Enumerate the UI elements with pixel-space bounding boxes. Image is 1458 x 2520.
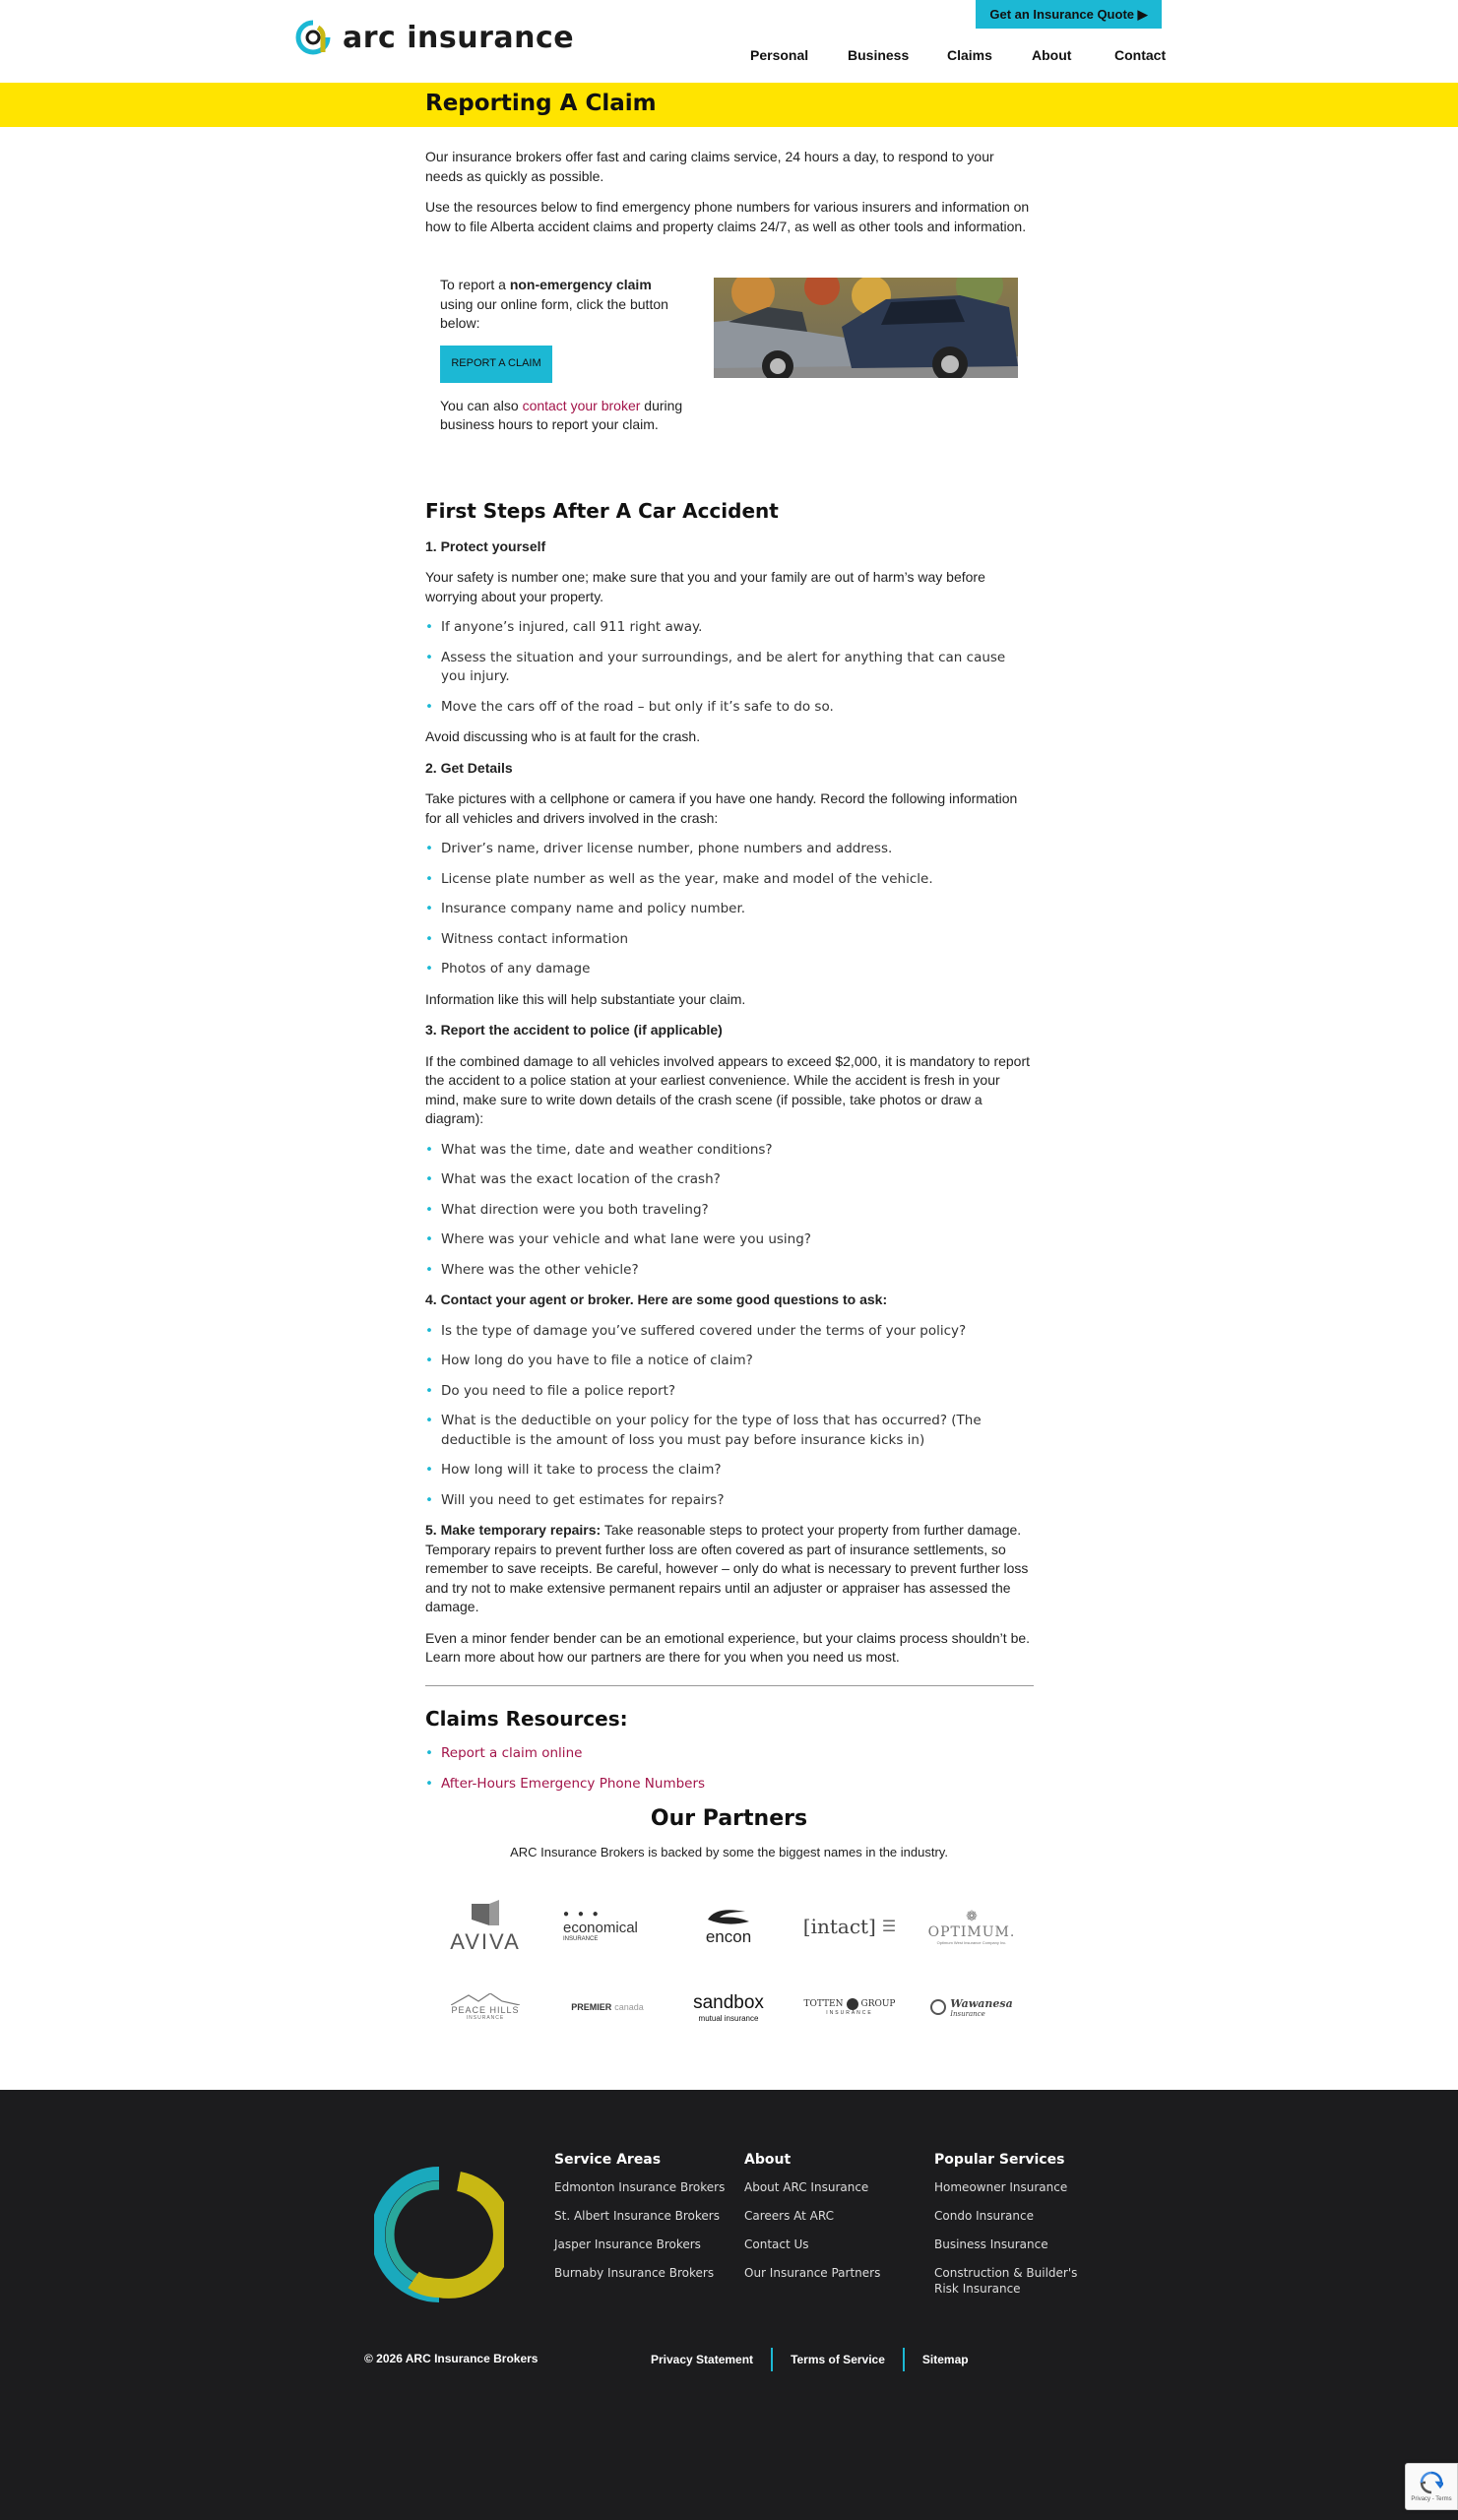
intro-paragraph-1: Our insurance brokers offer fast and caring claims service, 24 hours a day, to respond to your needs as quickly as possible. bbox=[425, 149, 994, 184]
step-2-title: 2. Get Details bbox=[425, 759, 513, 776]
footer-link[interactable]: Construction & Builder's Risk Insurance bbox=[934, 2266, 1078, 2296]
step-5-paragraph bbox=[425, 1521, 1034, 1617]
step-3-title: 3. Report the accident to police (if applicable) bbox=[425, 1022, 723, 1038]
nav-personal[interactable]: Personal bbox=[750, 47, 809, 63]
resources-list bbox=[425, 1744, 1034, 1794]
list-item: • Insurance company name and policy number. bbox=[425, 900, 1034, 919]
list-item: • Do you need to file a police report? bbox=[425, 1382, 1034, 1402]
step-2-text: Take pictures with a cellphone or camera if you have one handy. Record the following information for all vehicles and drivers involved in the crash: bbox=[425, 790, 1018, 826]
claims-resources-heading: Claims Resources: bbox=[425, 1706, 628, 1731]
intact-logo: [intact] ☰ bbox=[802, 1915, 897, 1938]
footer-link[interactable]: St. Albert Insurance Brokers bbox=[554, 2209, 720, 2223]
list-item: • Witness contact information bbox=[425, 930, 1034, 950]
step-4-list bbox=[425, 1322, 1034, 1511]
nav-claims[interactable]: Claims bbox=[947, 47, 992, 63]
report-claim-button[interactable]: REPORT A CLAIM bbox=[440, 346, 552, 383]
nav-contact[interactable]: Contact bbox=[1114, 47, 1167, 63]
footer-popular-services bbox=[934, 2152, 1102, 2309]
list-item: • What was the time, date and weather conditions? bbox=[425, 1141, 1034, 1161]
sandbox-logo: sandbox mutual insurance bbox=[693, 1991, 764, 2023]
partners-section bbox=[0, 1806, 1458, 1859]
step-5-title: 5. Make temporary repairs: bbox=[425, 1522, 602, 1538]
list-item: • Will you need to get estimates for repairs? bbox=[425, 1491, 1034, 1511]
closing-paragraph: Even a minor fender bender can be an emotional experience, but your claims process shouldn’t be. Learn more about how our partners are there for you when you need us most. bbox=[425, 1629, 1031, 1665]
car-accident-image bbox=[714, 278, 1018, 378]
footer-link[interactable]: About ARC Insurance bbox=[744, 2180, 869, 2194]
recaptcha-icon bbox=[1420, 2471, 1443, 2494]
terms-of-service-link[interactable]: Terms of Service bbox=[791, 2353, 885, 2366]
privacy-statement-link[interactable]: Privacy Statement bbox=[651, 2353, 754, 2366]
recaptcha-badge[interactable] bbox=[1405, 2463, 1458, 2510]
step-3-list bbox=[425, 1141, 1034, 1281]
footer-popular-title: Popular Services bbox=[934, 2152, 1065, 2168]
list-item: • What direction were you both traveling? bbox=[425, 1201, 1034, 1221]
aviva-logo: AVIVA bbox=[445, 1898, 526, 1957]
legal-links bbox=[651, 2348, 969, 2371]
divider bbox=[425, 1685, 1034, 1686]
list-item: • License plate number as well as the year, make and model of the vehicle. bbox=[425, 870, 1034, 890]
emergency-numbers-link[interactable]: After-Hours Emergency Phone Numbers bbox=[441, 1775, 706, 1792]
encon-swoosh-icon bbox=[706, 1908, 751, 1927]
site-footer bbox=[0, 2090, 1458, 2520]
encon-logo: encon bbox=[689, 1905, 768, 1950]
page-title: Reporting A Claim bbox=[425, 91, 657, 116]
peace-hills-logo: PEACE HILLS INSURANCE bbox=[445, 1990, 526, 2024]
main-content bbox=[425, 148, 1034, 1804]
logo-text: arc insurance bbox=[343, 20, 575, 55]
list-item: • Assess the situation and your surroundings, and be alert for anything that can cause you injury. bbox=[425, 649, 1034, 687]
main-nav bbox=[0, 47, 1458, 67]
footer-link[interactable]: Jasper Insurance Brokers bbox=[554, 2237, 701, 2251]
list-item: • Driver’s name, driver license number, phone numbers and address. bbox=[425, 840, 1034, 859]
step-1-after: Avoid discussing who is at fault for the crash. bbox=[425, 728, 701, 744]
nav-business[interactable]: Business bbox=[848, 47, 910, 63]
premier-canada-logo: PREMIER canada bbox=[571, 2002, 644, 2012]
claim-instructions: To report a non-emergency claim using our online form, click the button below: bbox=[440, 277, 668, 331]
legal-divider bbox=[903, 2348, 905, 2371]
partners-subtitle: ARC Insurance Brokers is backed by some the biggest names in the industry. bbox=[510, 1845, 948, 1859]
footer-link[interactable]: Edmonton Insurance Brokers bbox=[554, 2180, 726, 2194]
totten-group-logo: TOTTEN GROUP INSURANCE bbox=[803, 1999, 896, 2016]
intro-paragraph-2: Use the resources below to find emergency phone numbers for various insurers and information on how to file Alberta accident claims and property claims 24/7, as well as other tools and information. bbox=[425, 199, 1030, 234]
footer-link[interactable]: Burnaby Insurance Brokers bbox=[554, 2266, 715, 2280]
list-item: • What was the exact location of the crash? bbox=[425, 1170, 1034, 1190]
wawanesa-logo: Wawanesa Insurance bbox=[927, 1992, 1016, 2022]
partners-title: Our Partners bbox=[650, 1806, 808, 1831]
contact-broker-link[interactable]: contact your broker bbox=[522, 397, 641, 413]
aviva-mark-icon bbox=[468, 1900, 503, 1929]
economical-logo: ● ● ● economical INSURANCE bbox=[563, 1909, 638, 1942]
copyright: © 2026 ARC Insurance Brokers bbox=[364, 2352, 539, 2365]
footer-link[interactable]: Homeowner Insurance bbox=[934, 2180, 1068, 2194]
report-claim-online-link[interactable]: Report a claim online bbox=[441, 1745, 583, 1761]
page-banner bbox=[0, 83, 1458, 127]
claim-text-block bbox=[440, 276, 686, 435]
footer-link[interactable]: Contact Us bbox=[744, 2237, 809, 2251]
step-1-text: Your safety is number one; make sure that you and your family are out of harm’s way before worrying about your property. bbox=[425, 569, 985, 604]
footer-about-title: About bbox=[744, 2152, 792, 2168]
footer-service-areas-title: Service Areas bbox=[554, 2152, 662, 2168]
site-header bbox=[0, 0, 1458, 83]
first-steps-heading: First Steps After A Car Accident bbox=[425, 499, 779, 523]
list-item: • What is the deductible on your policy for the type of loss that has occurred? (The deductible is the amount of loss you must pay before insurance kicks in) bbox=[425, 1412, 1034, 1450]
list-item: • Is the type of damage you’ve suffered covered under the terms of your policy? bbox=[425, 1322, 1034, 1342]
footer-link[interactable]: Condo Insurance bbox=[934, 2209, 1034, 2223]
legal-divider bbox=[771, 2348, 773, 2371]
step-2-after: Information like this will help substantiate your claim. bbox=[425, 990, 746, 1007]
list-item: • Where was the other vehicle? bbox=[425, 1261, 1034, 1281]
resource-item bbox=[425, 1744, 1034, 1764]
optimum-logo: ❁ OPTIMUM. Optimum West Insurance Company Inc. bbox=[927, 1908, 1016, 1945]
step-4-title: 4. Contact your agent or broker. Here are some good questions to ask: bbox=[425, 1292, 888, 1307]
nav-about[interactable]: About bbox=[1032, 47, 1072, 63]
footer-service-areas bbox=[554, 2152, 725, 2294]
list-item: • If anyone’s injured, call 911 right away. bbox=[425, 618, 1034, 638]
list-item: • Where was your vehicle and what lane were you using? bbox=[425, 1230, 1034, 1250]
list-item: • Move the cars off of the road – but only if it’s safe to do so. bbox=[425, 698, 1034, 718]
list-item: • How long will it take to process the claim? bbox=[425, 1461, 1034, 1480]
footer-about bbox=[744, 2152, 880, 2294]
recaptcha-text: Privacy - Terms bbox=[1411, 2496, 1452, 2502]
list-item: • Photos of any damage bbox=[425, 960, 1034, 979]
step-3-text: If the combined damage to all vehicles involved appears to exceed $2,000, it is mandatory to report the accident to a police station at your earliest convenience. While the accident is fresh in your mind, make sure to write down details of the crash scene (if possible, take photos or draw a diagram): bbox=[425, 1052, 1031, 1126]
step-1-list bbox=[425, 618, 1034, 717]
list-item: • How long do you have to file a notice of claim? bbox=[425, 1352, 1034, 1371]
step-5-text: Take reasonable steps to protect your property from further damage. Temporary repairs to prevent further loss are often covered as part of insurance settlements, so remember to save receipts. Be careful, however – only do what is necessary to prevent further loss and try not to make extensive permanent repairs until an adjuster or appraiser has assessed the damage. bbox=[425, 1522, 1029, 1614]
resource-item bbox=[425, 1775, 1034, 1795]
footer-link[interactable]: Careers At ARC bbox=[744, 2209, 835, 2223]
step-1-title: 1. Protect yourself bbox=[425, 537, 546, 554]
footer-link[interactable]: Our Insurance Partners bbox=[744, 2266, 881, 2280]
arc-footer-logo-icon bbox=[374, 2166, 504, 2305]
sitemap-link[interactable]: Sitemap bbox=[921, 2353, 969, 2366]
report-claim-box bbox=[425, 266, 1034, 482]
footer-link[interactable]: Business Insurance bbox=[934, 2237, 1048, 2251]
step-2-list bbox=[425, 840, 1034, 979]
peace-hills-mountain-icon bbox=[451, 1993, 520, 2005]
insurance-quote-button[interactable]: Get an Insurance Quote ▶ bbox=[976, 0, 1162, 29]
contact-broker-text: You can also contact your broker during business hours to report your claim. bbox=[440, 397, 683, 432]
